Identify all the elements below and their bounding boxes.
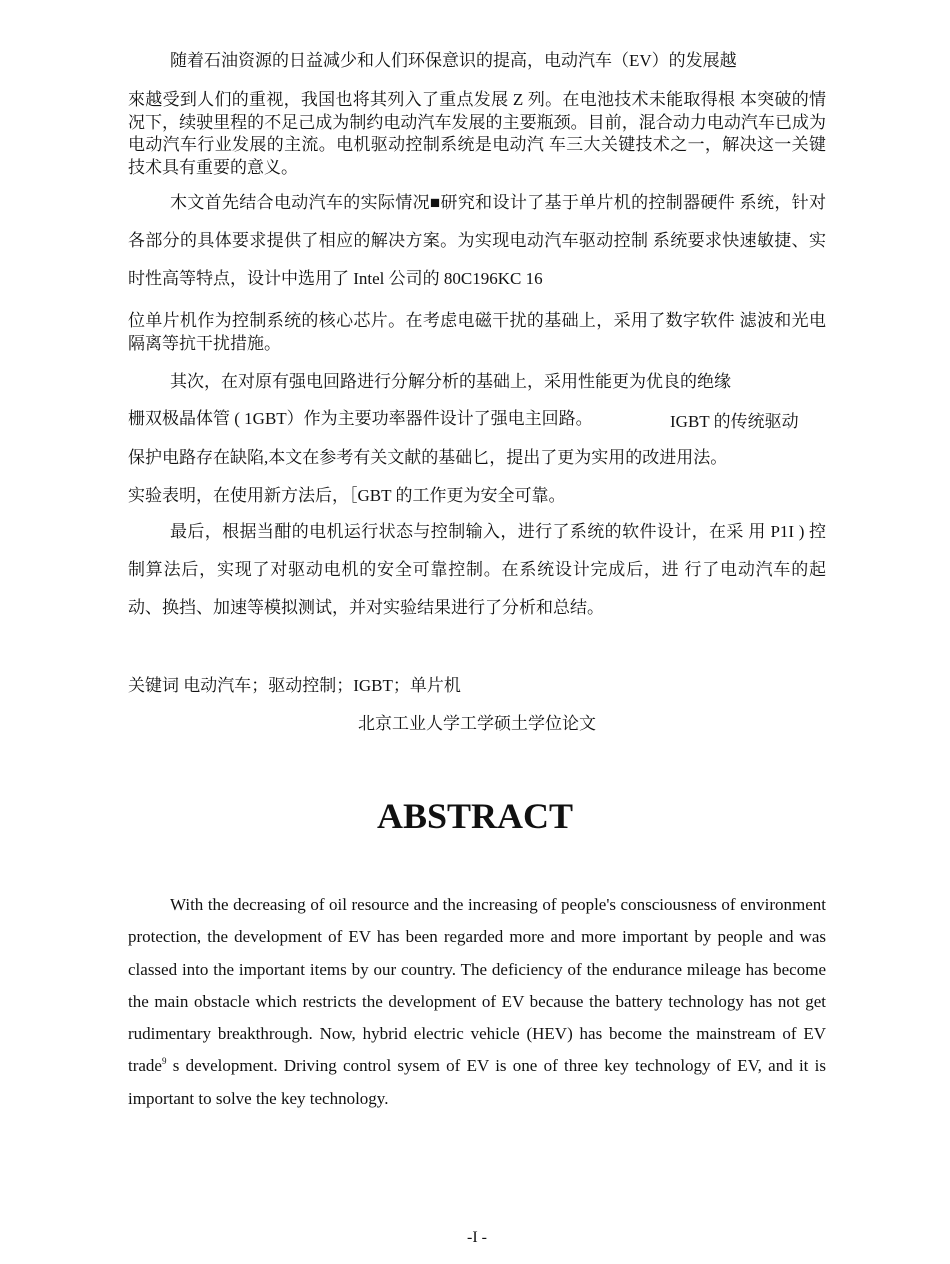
cn-para-3-igbt-note: IGBT 的传统驱动 bbox=[670, 412, 799, 431]
cn-para-1-rest: 來越受到人们的重视，我国也将其列入了重点发展 Z 列。在电池技术未能取得根 本突破的情况下，续驶里程的不足己成为制约电动汽车发展的主要瓶颈。目前，混合动力电动汽车已成为电动汽车行业发展的主流。电机驱动控制系统是电动汽 车三大关键技术之一，解决这一关键技术具有重要的意义。 bbox=[128, 90, 826, 177]
cn-para-3-line-3: 保护电路存在缺陷,本文在参考有关文献的基础匕，提出了更为实用的改进用法。 bbox=[128, 448, 728, 467]
keywords: 关键词 电动汽车；驱动控制；IGBT；单片机 bbox=[128, 676, 461, 695]
en-abstract-paragraph bbox=[128, 889, 826, 1115]
page-number: -I - bbox=[467, 1229, 487, 1246]
cn-para-1-line-1: 随着石油资源的日益减少和人们环保意识的提高，电动汽车（EV）的发展越 bbox=[170, 51, 737, 70]
cn-para-3-line-2: 栅双极晶体管 ( 1GBT）作为主要功率器件设计了强电主回路。 bbox=[128, 409, 593, 428]
en-superscript: 9 bbox=[161, 1056, 167, 1067]
running-title: 北京工业人学工学硕土学位论文 bbox=[358, 714, 596, 733]
abstract-title: ABSTRACT bbox=[376, 796, 574, 836]
cn-para-2-rest: 位单片机作为控制系统的核心芯片。在考虑电磁干扰的基础上，采用了数字软件 滤波和光电隔离等抗干扰措施。 bbox=[128, 311, 826, 353]
cn-para-4: 最后，根据当酣的电机运行状态与控制输入，进行了系统的软件设计，在采 用 P1I ) 控制算法后，实现了对驱动电机的安全可靠控制。在系统设计完成后，进 行了电动汽车的起动、换挡、加速等模拟测试，并对实验结果进行了分析和总结。 bbox=[128, 522, 826, 617]
en-text-part-1: With the decreasing of oil resource and the increasing of people's consciousness of environment protection, the development of EV has been regarded more and more important by people and was classed into the important items by our country. The deficiency of the endurance mileage has become the main obstacle which restricts the development of EV because the battery technology has not get rudimentary breakthrough. Now, hybrid electric vehicle (HEV) has become the mainstream of EV trade bbox=[128, 895, 826, 1076]
en-text-part-2: s development. Driving control sysem of EV is one of three key technology of EV, and it is important to solve the key technology. bbox=[128, 1056, 826, 1108]
cn-para-3-line-4: 实验表明，在使用新方法后，［GBT 的工作更为安全可靠。 bbox=[128, 486, 566, 505]
cn-para-2: 木文首先结合电动汽车的实际情况■研究和设计了基于单片机的控制器硬件 系统，针对各部分的具体要求提供了相应的解决方案。为实现电动汽车驱动控制 系统要求快速敏捷、实时性高等特点，设计中选用了 Intel 公司的 80C196KC 16 bbox=[128, 193, 826, 288]
cn-para-3-line-1: 其次，在对原有强电回路进行分解分析的基础上，采用性能更为优良的绝缘 bbox=[170, 372, 731, 391]
